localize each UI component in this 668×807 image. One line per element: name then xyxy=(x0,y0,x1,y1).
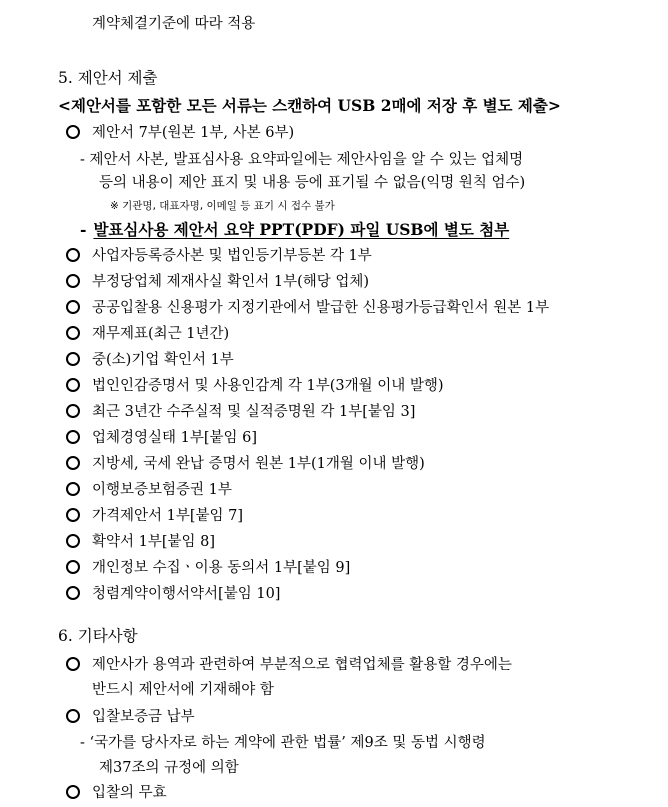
list-item-text: 이행보증보험증권 1부 xyxy=(92,482,232,498)
list-item xyxy=(66,506,243,526)
circle-bullet-icon xyxy=(66,482,80,496)
circle-bullet-icon xyxy=(66,657,80,671)
circle-bullet-icon xyxy=(66,326,80,340)
section5-subtitle: <제안서를 포함한 모든 서류는 스캔하여 USB 2매에 저장 후 별도 제출> xyxy=(58,96,561,115)
section6-title: 6. 기타사항 xyxy=(58,627,138,645)
list-item xyxy=(66,532,215,552)
list-item-text: 부정당업체 제재사실 확인서 1부(해당 업체) xyxy=(92,274,370,290)
circle-bullet-icon xyxy=(66,274,80,288)
list-item-continuation: 반드시 제안서에 기재해야 함 xyxy=(92,682,274,698)
circle-bullet-icon xyxy=(66,456,80,470)
list-item-text: 청렴계약이행서약서[붙임 10] xyxy=(92,586,281,602)
list-item xyxy=(66,123,294,143)
circle-bullet-icon xyxy=(66,404,80,418)
list-item xyxy=(66,707,195,727)
list-item xyxy=(66,350,234,370)
circle-bullet-icon xyxy=(66,125,80,139)
circle-bullet-icon xyxy=(66,248,80,262)
circle-bullet-icon xyxy=(66,300,80,314)
list-item xyxy=(66,246,372,266)
note-text: ※ 기관명, 대표자명, 이메일 등 표기 시 접수 불가 xyxy=(110,200,335,212)
circle-bullet-icon xyxy=(66,534,80,548)
dash-marker: - xyxy=(80,220,87,239)
list-item xyxy=(66,428,257,448)
list-item-text: 제안사가 용역과 관련하여 부분적으로 협력업체를 활용할 경우에는 xyxy=(92,657,512,673)
list-item-text: 확약서 1부[붙임 8] xyxy=(92,534,216,550)
section5-title: 5. 제안서 제출 xyxy=(58,69,158,87)
circle-bullet-icon xyxy=(66,430,80,444)
top-line: 계약체결기준에 따라 적용 xyxy=(92,16,256,32)
list-item-text: 개인정보 수집ㆍ이용 동의서 1부[붙임 9] xyxy=(92,560,351,576)
list-item-text: 공공입찰용 신용평가 지정기관에서 발급한 신용평가등급확인서 원본 1부 xyxy=(92,300,550,316)
list-item-text: 가격제안서 1부[붙임 7] xyxy=(92,508,244,524)
list-item xyxy=(66,480,232,500)
list-item xyxy=(66,558,350,578)
list-item xyxy=(66,272,369,292)
emphasis-text: 발표심사용 제안서 요약 PPT(PDF) 파일 USB에 별도 첨부 xyxy=(93,220,510,239)
list-item xyxy=(66,402,415,422)
list-item-text: 지방세, 국세 완납 증명서 원본 1부(1개월 이내 발행) xyxy=(92,456,425,472)
list-item-text: 재무제표(최근 1년간) xyxy=(92,326,230,342)
list-item xyxy=(66,376,444,396)
list-item-text: 업체경영실태 1부[붙임 6] xyxy=(92,430,258,446)
list-item xyxy=(66,324,229,344)
circle-bullet-icon xyxy=(66,785,80,799)
circle-bullet-icon xyxy=(66,560,80,574)
list-item-text: 입찰의 무효 xyxy=(92,785,167,801)
list-item-text: 법인인감증명서 및 사용인감계 각 1부(3개월 이내 발행) xyxy=(92,378,444,394)
list-item xyxy=(66,584,280,604)
dash-item-line: 등의 내용이 제안 표지 및 내용 등에 표기될 수 없음(익명 원칙 엄수) xyxy=(99,175,526,191)
dash-item-line: 제37조의 규정에 의함 xyxy=(99,760,239,776)
dash-item-line: - 제안서 사본, 발표심사용 요약파일에는 제안사임을 알 수 있는 업체명 xyxy=(80,152,524,168)
circle-bullet-icon xyxy=(66,352,80,366)
circle-bullet-icon xyxy=(66,508,80,522)
circle-bullet-icon xyxy=(66,709,80,723)
list-item-text: 사업자등록증사본 및 법인등기부등본 각 1부 xyxy=(92,248,372,264)
list-item xyxy=(66,783,167,803)
list-item xyxy=(66,298,549,318)
dash-item-line: - ‘국가를 당사자로 하는 계약에 관한 법률’ 제9조 및 동법 시행령 xyxy=(80,735,486,751)
list-item xyxy=(66,454,425,474)
list-item xyxy=(66,655,512,675)
circle-bullet-icon xyxy=(66,586,80,600)
list-item-text: 제안서 7부(원본 1부, 사본 6부) xyxy=(92,125,295,141)
circle-bullet-icon xyxy=(66,378,80,392)
dash-item-emphasis xyxy=(80,220,509,240)
list-item-text: 최근 3년간 수주실적 및 실적증명원 각 1부[붙임 3] xyxy=(92,404,416,420)
list-item-text: 중(소)기업 확인서 1부 xyxy=(92,352,234,368)
list-item-text: 입찰보증금 납부 xyxy=(92,709,195,725)
